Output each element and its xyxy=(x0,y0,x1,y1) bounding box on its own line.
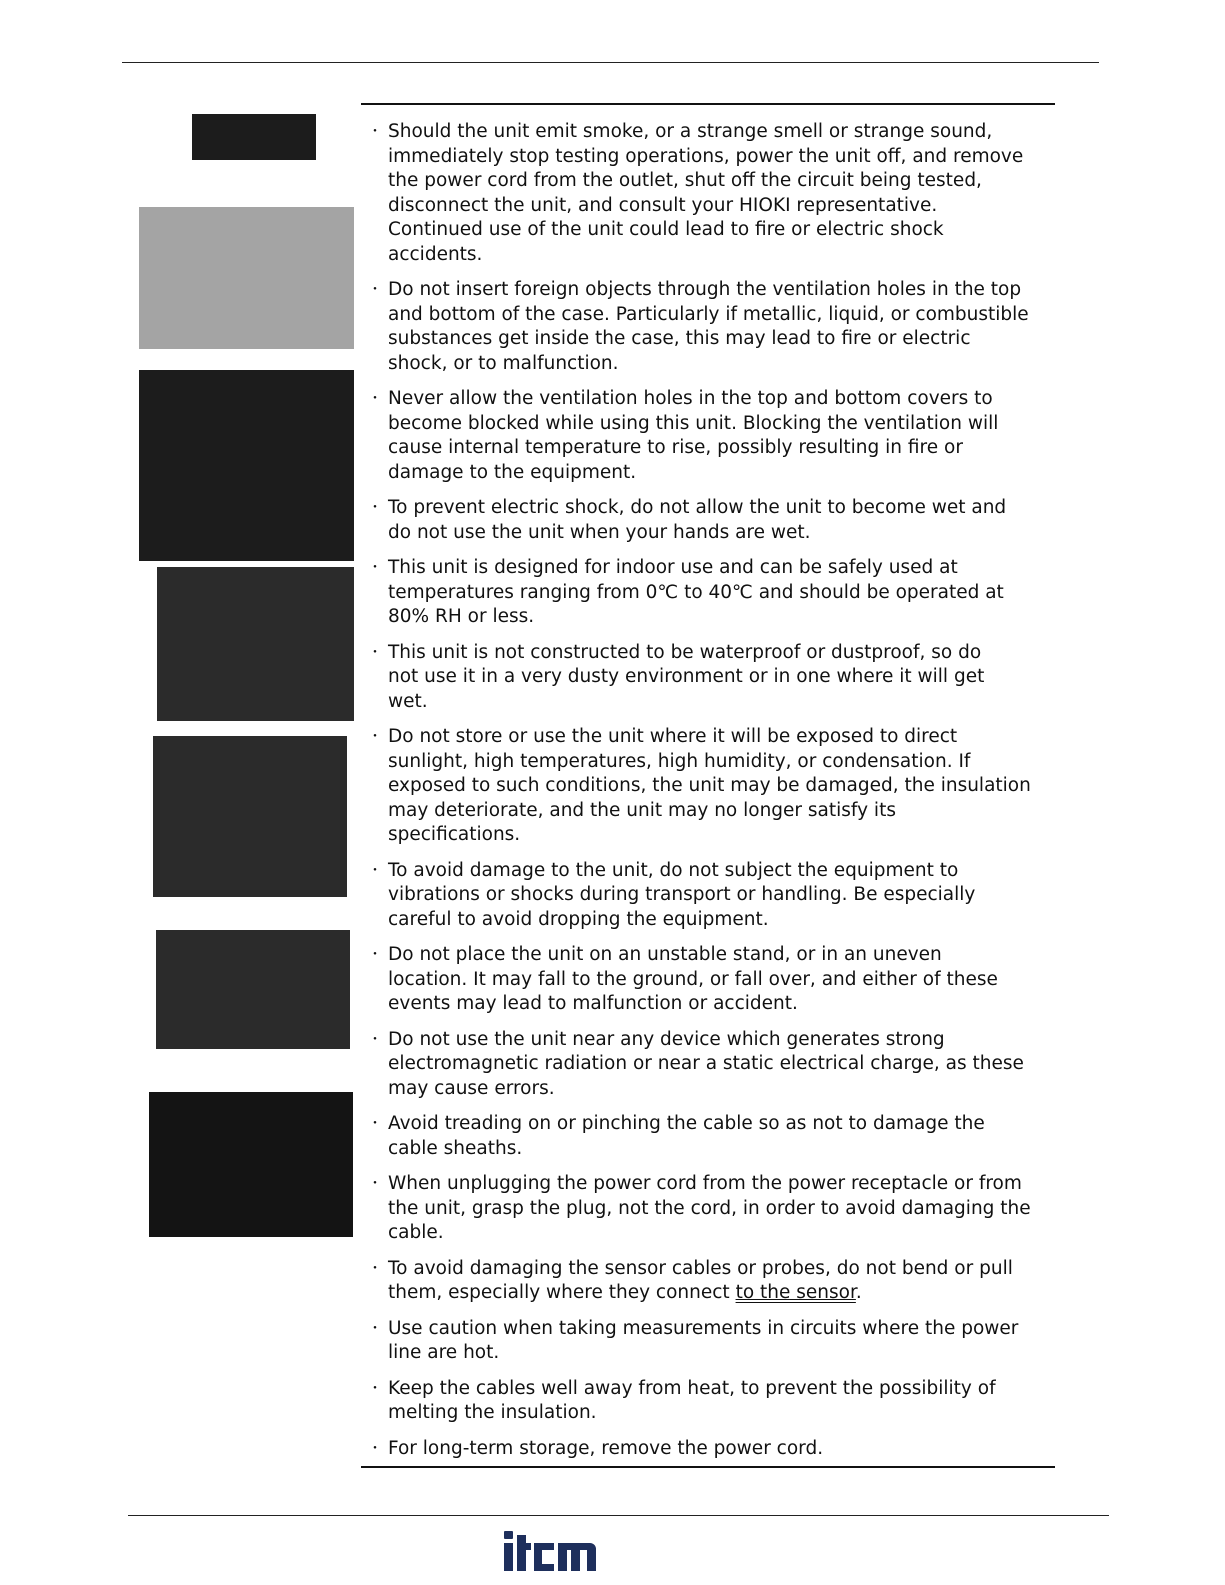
footer-rule xyxy=(128,1515,1109,1516)
bullet-icon: ・ xyxy=(368,391,382,407)
notice-item xyxy=(368,1437,1055,1462)
warning-label-image xyxy=(192,114,316,160)
notice-text: Do not place the unit on an unstable stand, or in an uneven location. It may fall to the ground, or fall over, and either of these events may lead to malfunction or accident. xyxy=(388,944,998,1014)
notice-text: Use caution when taking measurements in circuits where the power line are hot. xyxy=(388,1317,1019,1363)
notice-item xyxy=(368,859,1055,933)
notice-text: To avoid damage to the unit, do not subject the equipment to vibrations or shocks during transport or handling. Be especially careful to avoid dropping the equipment. xyxy=(388,859,976,930)
bullet-icon: ・ xyxy=(368,644,382,661)
notice-item xyxy=(368,278,1055,376)
notice-text: Avoid treading on or pinching the cable so as not to damage the cable sheaths. xyxy=(388,1113,985,1159)
notice-text: For long-term storage, remove the power cord. xyxy=(388,1437,824,1459)
bullet-icon: ・ xyxy=(368,500,382,516)
environment-illustration xyxy=(157,567,354,721)
cable-illustration xyxy=(149,1092,353,1237)
notice-text: Keep the cables well away from heat, to prevent the possibility of melting the insulation. xyxy=(388,1377,996,1423)
bullet-icon: ・ xyxy=(368,1440,382,1457)
safety-notice-list xyxy=(368,120,1055,1472)
bullet-icon: ・ xyxy=(368,282,382,298)
notice-text: Do not insert foreign objects through the ventilation holes in the top and bottom of the case. Particularly if metallic, liquid, or combustible substances get inside the case, this may lead to fire or electric shock, or to malfunction. xyxy=(388,279,1029,374)
notice-item xyxy=(368,725,1055,848)
bullet-icon: ・ xyxy=(368,1260,382,1277)
bullet-icon: ・ xyxy=(368,560,382,576)
notice-item xyxy=(368,1172,1055,1246)
ventilation-illustration xyxy=(139,207,354,349)
notice-item xyxy=(368,943,1055,1017)
notice-text: Never allow the ventilation holes in the top and bottom covers to become blocked while using this unit. Blocking the ventilation will cause internal temperature to rise, possibly resulting in fire or damage to the equipment. xyxy=(388,388,999,483)
bullet-icon: ・ xyxy=(368,1176,382,1192)
notice-item xyxy=(368,556,1055,630)
notice-item xyxy=(368,120,1055,267)
notice-item xyxy=(368,387,1055,485)
bullet-icon: ・ xyxy=(368,729,382,745)
notice-text: This unit is designed for indoor use and can be safely used at temperatures ranging from 0℃ to 40℃ and should be operated at 80% RH or less. xyxy=(388,557,1004,627)
notice-text: Should the unit emit smoke, or a strange smell or strange sound, immediately stop testing operations, power the unit off, and remove the power cord from the outlet, shut off the circuit being tested, disconnect the unit, and consult your HIOKI representative. Continued use of the unit could lead to fire or electric shock accidents. xyxy=(388,121,1024,265)
notice-text: Do not use the unit near any device which generates strong electromagnetic radiation or near a static electrical charge, as these may cause errors. xyxy=(388,1028,1024,1099)
bullet-icon: ・ xyxy=(368,1380,382,1397)
notice-item xyxy=(368,1028,1055,1102)
bullet-icon: ・ xyxy=(368,124,382,140)
bullet-icon: ・ xyxy=(368,1031,382,1048)
notice-box-bottom-rule xyxy=(361,1466,1055,1468)
bullet-icon: ・ xyxy=(368,862,382,879)
notice-text: Do not store or use the unit where it will be exposed to direct sunlight, high temperatures, high humidity, or condensation. If exposed to such conditions, the unit may be damaged, the insulation may deteriorate, and the unit may no longer satisfy its specifications. xyxy=(388,726,1031,845)
itm-logo-icon xyxy=(504,1531,596,1573)
sunlight-illustration xyxy=(153,736,347,897)
notice-text: When unplugging the power cord from the power receptacle or from the unit, grasp the plug, not the cord, in order to avoid damaging the cable. xyxy=(388,1173,1031,1243)
notice-item xyxy=(368,1317,1055,1366)
notice-item xyxy=(368,641,1055,715)
notice-text: To avoid damaging the sensor cables or probes, do not bend or pull them, especially where they connect xyxy=(388,1257,1013,1303)
notice-item xyxy=(368,1377,1055,1426)
bullet-icon: ・ xyxy=(368,1320,382,1337)
blocked-ventilation-illustration xyxy=(139,370,354,561)
notice-text: To prevent electric shock, do not allow the unit to become wet and do not use the unit when your hands are wet. xyxy=(388,497,1007,543)
bullet-icon: ・ xyxy=(368,1116,382,1132)
notice-box-top-rule xyxy=(361,103,1055,105)
unstable-stand-illustration xyxy=(156,930,350,1049)
notice-underlined-text: to the sensor xyxy=(735,1282,856,1303)
bullet-icon: ・ xyxy=(368,947,382,963)
notice-text-end: . xyxy=(855,1282,862,1303)
notice-item xyxy=(368,1112,1055,1161)
header-rule xyxy=(122,62,1099,63)
notice-item xyxy=(368,1257,1055,1306)
notice-text: This unit is not constructed to be waterproof or dustproof, so do not use it in a very dusty environment or in one where it will get wet. xyxy=(388,641,985,712)
notice-item xyxy=(368,496,1055,545)
